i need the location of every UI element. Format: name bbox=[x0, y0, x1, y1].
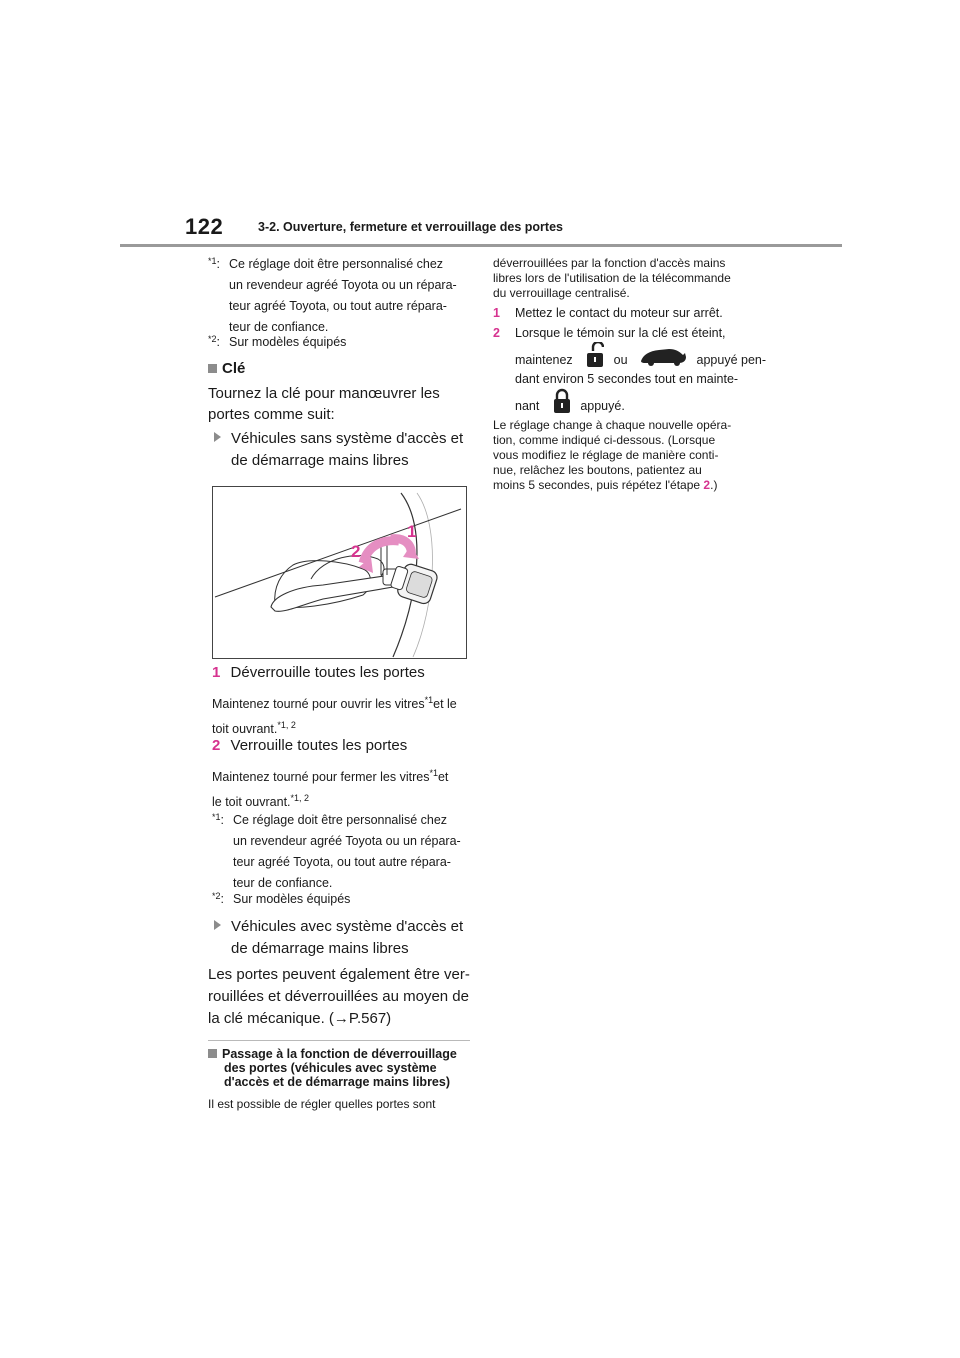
step-text: Lorsque le témoin sur la clé est éteint, bbox=[515, 326, 726, 340]
note-text: Maintenez tourné pour fermer les vitres bbox=[212, 770, 430, 785]
note-sup: *1 bbox=[429, 768, 438, 778]
footnote-line: un revendeur agréé Toyota ou un répara- bbox=[229, 278, 457, 292]
note-line: nue, relâchez les boutons, patientez au bbox=[493, 463, 702, 477]
footnote-mark: *1 bbox=[212, 812, 221, 822]
figure-label-1: 1 bbox=[407, 522, 417, 541]
note-text: toit ouvrant. bbox=[212, 722, 278, 737]
note-text: Maintenez tourné pour ouvrir les vitres bbox=[212, 697, 425, 712]
step-2 bbox=[212, 735, 407, 756]
note-text: le toit ouvrant. bbox=[212, 795, 291, 810]
cle-intro bbox=[208, 383, 440, 425]
square-bullet-icon bbox=[208, 364, 217, 373]
step-1-note bbox=[212, 690, 472, 740]
button-instruction-line bbox=[515, 342, 766, 372]
instruction-text: appuyé pen- bbox=[696, 352, 767, 367]
passage-text: Il est possible de régler quelles portes sont bbox=[208, 1097, 436, 1111]
note-sup: *1, 2 bbox=[290, 793, 310, 804]
step-reference: 2 bbox=[703, 478, 711, 492]
footnote-colon: : bbox=[216, 335, 220, 349]
right-intro bbox=[493, 256, 755, 301]
footnote-line: Ce réglage doit être personnalisé chez bbox=[229, 257, 444, 271]
heading-line: Passage à la fonction de déverrouillage bbox=[222, 1047, 457, 1061]
note-sup: *1, 2 bbox=[277, 720, 296, 731]
footnote-colon: : bbox=[216, 257, 220, 271]
right-step-1 bbox=[493, 306, 755, 324]
mechanical-key-paragraph bbox=[208, 964, 470, 1030]
step-1 bbox=[212, 662, 425, 683]
step-text: Verrouille toutes les portes bbox=[230, 737, 408, 754]
section-divider bbox=[208, 1040, 470, 1041]
footnote-mark: *1 bbox=[208, 256, 217, 266]
passage-heading bbox=[208, 1047, 470, 1089]
instruction-text: nant bbox=[515, 398, 540, 413]
instruction-text: appuyé. bbox=[580, 398, 625, 413]
step-number: 2 bbox=[493, 326, 500, 340]
footnote-line: teur agréé Toyota, ou tout autre répara- bbox=[229, 299, 447, 313]
paragraph-line: la clé mécanique. (→P.567) bbox=[208, 1010, 392, 1027]
page-number: 122 bbox=[185, 214, 224, 239]
subheading-line: Véhicules sans système d'accès et bbox=[231, 430, 464, 447]
footnote-line: teur de confiance. bbox=[229, 320, 329, 334]
triangle-bullet-icon bbox=[214, 432, 221, 442]
footnote-line: teur de confiance. bbox=[233, 876, 333, 890]
subheading-line: de démarrage mains libres bbox=[231, 940, 409, 957]
instruction-text: maintenez bbox=[515, 352, 573, 367]
subheading-avec-acces bbox=[214, 916, 463, 960]
subheading-line: de démarrage mains libres bbox=[231, 452, 409, 469]
step-number: 1 bbox=[212, 664, 221, 681]
cle-heading bbox=[208, 360, 245, 377]
subheading-line: Véhicules avec système d'accès et bbox=[231, 918, 464, 935]
footnote-line: teur agréé Toyota, ou tout autre répara- bbox=[233, 855, 451, 869]
intro-line: libres lors de l'utilisation de la télécommande bbox=[493, 271, 731, 285]
intro-line: déverrouillées par la fonction d'accès mains bbox=[493, 256, 726, 270]
section-title: 3-2. Ouverture, fermeture et verrouillage des portes bbox=[258, 220, 563, 234]
note-sup: *1 bbox=[424, 695, 434, 705]
cle-intro-line: portes comme suit: bbox=[208, 406, 335, 423]
heading-line: des portes (véhicules avec système bbox=[224, 1061, 437, 1075]
step-number: 2 bbox=[212, 737, 221, 754]
footnote-colon: : bbox=[220, 813, 224, 827]
instruction-text: ou bbox=[613, 352, 628, 367]
subheading-sans-acces bbox=[214, 428, 463, 472]
paragraph-line: rouillées et déverrouillées au moyen de bbox=[208, 988, 469, 1005]
step-text: Déverrouille toutes les portes bbox=[230, 664, 425, 681]
footnote-colon: : bbox=[220, 892, 224, 906]
step-2-note bbox=[212, 763, 472, 813]
header-divider bbox=[120, 244, 842, 247]
intro-line: du verrouillage centralisé. bbox=[493, 286, 630, 300]
right-note bbox=[493, 418, 755, 493]
note-text: et le bbox=[433, 697, 457, 712]
note-text: et bbox=[437, 770, 449, 785]
note-line: vous modifiez le réglage de manière conti- bbox=[493, 448, 719, 462]
footnote-line: Ce réglage doit être personnalisé chez bbox=[233, 813, 448, 827]
step-text: Mettez le contact du moteur sur arrêt. bbox=[515, 306, 723, 320]
cle-intro-line: Tournez la clé pour manœuvrer les bbox=[208, 385, 440, 402]
note-line: moins 5 secondes, puis répétez l'étape bbox=[493, 478, 704, 492]
button-instruction-line-2 bbox=[515, 388, 625, 418]
note-line: .) bbox=[710, 478, 718, 492]
footnote-line: un revendeur agréé Toyota ou un répara- bbox=[233, 834, 461, 848]
step-number: 1 bbox=[493, 306, 500, 320]
note-line: tion, comme indiqué ci-dessous. (Lorsque bbox=[493, 433, 716, 447]
note-line: Le réglage change à chaque nouvelle opéra- bbox=[493, 418, 732, 432]
figure-label-2: 2 bbox=[351, 542, 361, 561]
paragraph-line: Les portes peuvent également être ver- bbox=[208, 966, 470, 983]
key-door-illustration bbox=[212, 486, 467, 659]
footnote-text: Sur modèles équipés bbox=[233, 892, 351, 906]
instruction-continued: dant environ 5 secondes tout en mainte- bbox=[515, 372, 739, 386]
heading-line: d'accès et de démarrage mains libres) bbox=[224, 1075, 450, 1089]
footnote-mark: *2 bbox=[212, 891, 221, 901]
footnote-text: Sur modèles équipés bbox=[229, 335, 347, 349]
key-door-illustration-svg bbox=[213, 487, 466, 658]
cle-heading-text: Clé bbox=[222, 360, 246, 377]
square-bullet-icon bbox=[208, 1049, 217, 1058]
triangle-bullet-icon bbox=[214, 920, 221, 930]
footnote-mark: *2 bbox=[208, 334, 217, 344]
